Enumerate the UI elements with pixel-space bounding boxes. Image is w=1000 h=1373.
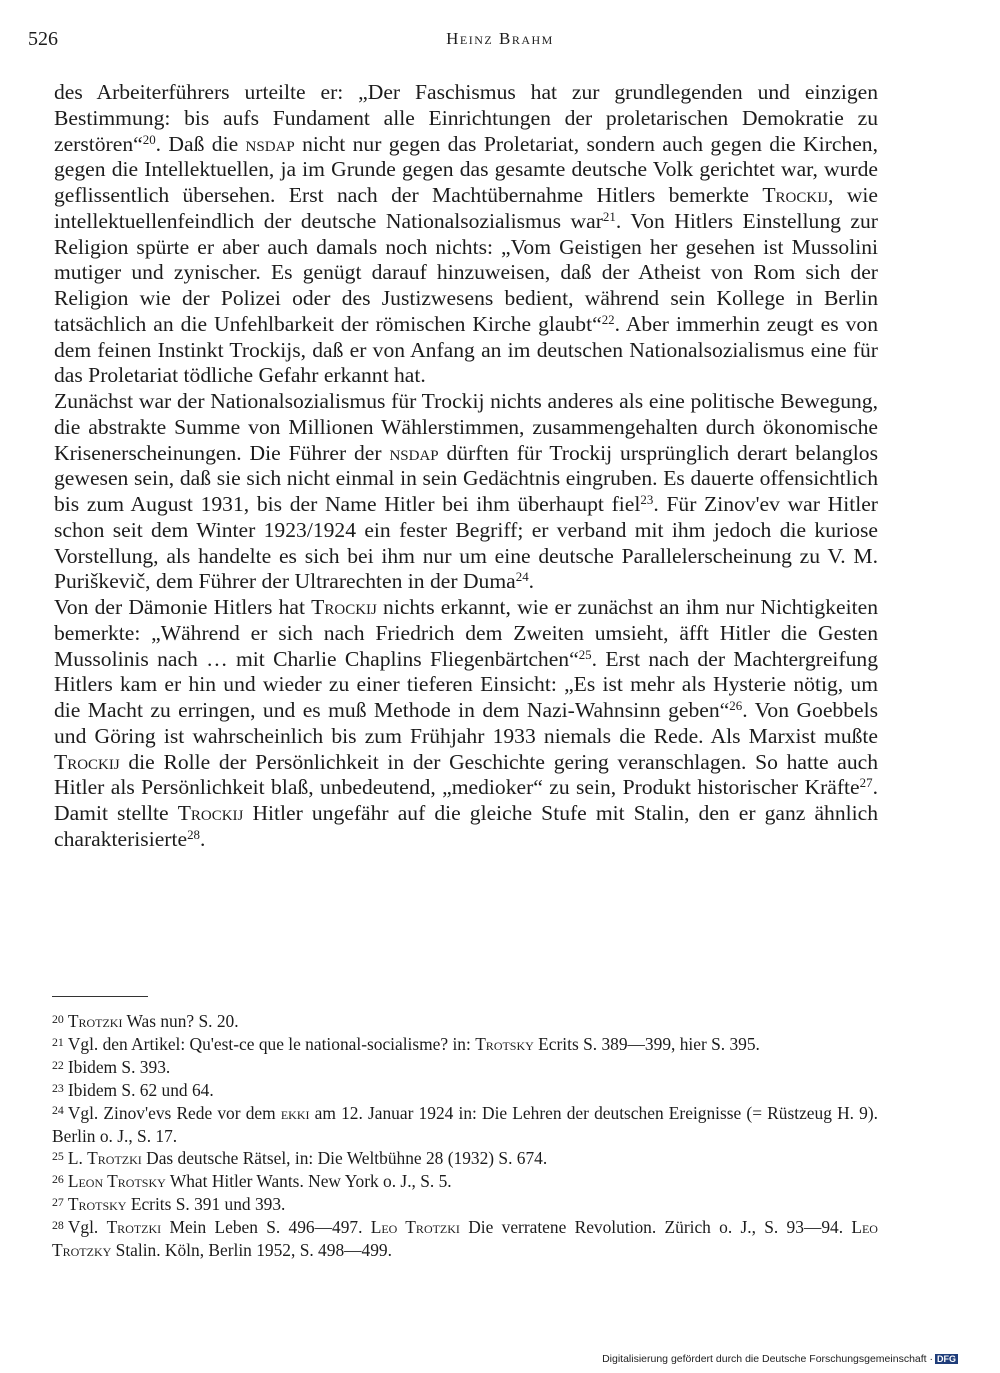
author-name: Trockij (54, 749, 120, 774)
author-name: Trotsky (67, 1194, 127, 1215)
footnote-24 (52, 1102, 878, 1148)
footnote-text: Vgl. (67, 1217, 107, 1238)
text-run: dürften für Trockij ursprünglich derart belanglos gewesen sein, daß sie sich nicht einmal in sein Gedächtnis eingruben. Es dauerte offensichtlich bis zum August 1931, bis der Name Hitler bei ihm überhaupt fiel (54, 440, 879, 516)
footnote-23 (52, 1079, 878, 1102)
footnotes (52, 1010, 878, 1262)
running-head: Heinz Brahm (446, 29, 554, 48)
footnote-21 (52, 1033, 878, 1056)
footnote-ref-25[interactable]: 25 (578, 646, 592, 662)
footnote-text: Die verratene Revolution. Zürich o. J., S. 93—94. (459, 1217, 852, 1238)
footnote-26 (52, 1170, 878, 1193)
text-run: Von der Dämonie Hitlers hat (54, 595, 312, 619)
footnote-text: Ibidem S. 62 und 64. (67, 1079, 214, 1100)
text-run: . Für Zinov'ev war Hitler schon seit dem Winter 1923/1924 ein fester Begriff; er verband mit ihm jedoch die kuriose Vorstellung, als handelte es sich bei ihm nur um eine deutsche Parallelerscheinung zu V. M. Puriškevič, dem Führer der Ultrarechten in der Duma (54, 492, 878, 594)
text-run: die Rolle der Persönlichkeit in der Geschichte gering veranschlagen. So hatte auch Hitler als Persönlichkeit blaß, unbedeutend, „medioker“ zu sein, Produkt historischer Kräfte (54, 749, 878, 800)
text-run: Hitler ungefähr auf die gleiche Stufe mit Stalin, den er ganz ähnlich charakterisierte (54, 801, 879, 851)
text-run: des Arbeiterführers urteilte er: „Der Faschismus hat zur grundlegenden und einzigen Bestimmung: bis aufs Fundament alle Einrichtungen der proletarischen Demokratie zu zerstören“ (54, 80, 878, 156)
author-name: Leon Trotsky (67, 1171, 166, 1192)
footnote-text: What Hitler Wants. New York o. J., S. 5. (165, 1171, 452, 1192)
footnote-text: Vgl. den Artikel: Qu'est-ce que le national-socialisme? in: (67, 1033, 476, 1054)
footnote-ref-23[interactable]: 23 (640, 491, 654, 507)
footnote-text: Mein Leben S. 496—497. (161, 1217, 371, 1238)
footnote-25 (52, 1147, 878, 1170)
text-run: nichts erkannt, wie er zunächst an ihm nur Nichtigkeiten bemerkte: „Während er sich nach Friedrich dem Zweiten umsieht, äfft Hitler die Gesten Mussolinis nach … mit Charlie Chaplins Fliegenbärtchen“ (54, 595, 878, 671)
author-name: Trotzki (106, 1217, 162, 1238)
footnote-number: 20 (52, 1011, 64, 1026)
author-name: Trotsky (475, 1033, 534, 1054)
footnote-ref-21[interactable]: 21 (602, 208, 616, 224)
footnote-ref-20[interactable]: 20 (142, 131, 156, 147)
text-run: . Von Hitlers Einstellung zur Religion spürte er aber auch damals noch nichts: „Vom Geistigen her gesehen ist Mussolini mutiger und zynischer. Es genügt darauf hinzuweisen, daß der Atheist von Rom sich der Religion wie der Polizei oder des Justizwesens bedient, während sein Kollege in Berlin tatsächlich an die Unfehlbarkeit der römischen Kirche glaubt“ (54, 208, 878, 336)
abbreviation: nsdap (389, 440, 439, 465)
footnote-27 (52, 1193, 878, 1216)
author-name: Trockij (762, 183, 829, 207)
text-run: . Damit stellte (54, 775, 878, 825)
text-run: . Daß die (155, 131, 246, 156)
abbreviation: nsdap (245, 131, 295, 156)
footnote-number: 21 (52, 1034, 64, 1049)
dfg-logo-icon: DFG (937, 1354, 956, 1364)
author-name: Leo Trotzki (370, 1217, 460, 1238)
footnote-number: 27 (52, 1195, 64, 1210)
author-name: Leo Trotzky (52, 1217, 878, 1261)
text-run: . (200, 826, 206, 851)
footnote-ref-22[interactable]: 22 (601, 311, 615, 327)
author-name: Trockij (177, 801, 244, 825)
footnote-number: 23 (52, 1080, 64, 1095)
footnote-text: Ibidem S. 393. (67, 1056, 171, 1077)
footnote-ref-26[interactable]: 26 (729, 697, 743, 713)
page-number: 526 (28, 28, 58, 50)
footnote-text: Ecrits S. 389—399, hier S. 395. (533, 1033, 760, 1054)
footnote-text: am 12. Januar 1924 in: Die Lehren der deutschen Ereignisse (= Rüstzeug H. 9). Berlin o. J., S. 17. (52, 1102, 878, 1146)
footnote-ref-24[interactable]: 24 (515, 569, 529, 585)
digitization-note (602, 1353, 958, 1365)
footnote-number: 28 (52, 1218, 64, 1233)
footnote-28 (52, 1216, 878, 1262)
text-run: . Von Goebbels und Göring ist wahrscheinlich bis zum Frühjahr 1933 niemals die Rede. Als Marxist mußte (54, 698, 878, 748)
paragraph-3 (54, 595, 878, 853)
footnote-text: Vgl. Zinov'evs Rede vor dem (67, 1102, 281, 1123)
footnote-ref-28[interactable]: 28 (187, 826, 201, 842)
body-text (54, 80, 878, 853)
digitization-text: Digitalisierung gefördert durch die Deutsche Forschungsgemeinschaft · (602, 1353, 933, 1365)
footnote-text: Das deutsche Rätsel, in: Die Weltbühne 28 (1932) S. 674. (141, 1148, 548, 1169)
text-run: . (528, 569, 535, 594)
text-run: . Erst nach der Machtergreifung Hitlers kam er hin und wieder zu einer tieferen Einsicht: „Es ist mehr als Hysterie nötig, um die Macht zu erringen, und es muß Methode in dem Nazi-Wahnsinn geben“ (54, 646, 878, 722)
paragraph-1 (54, 80, 878, 389)
footnote-separator (52, 996, 148, 997)
author-name: Trotzki (87, 1148, 142, 1169)
abbreviation: ekki (280, 1102, 310, 1123)
paragraph-2 (54, 389, 878, 595)
text-run: , wie intellektuellenfeindlich der deutsche Nationalsozialismus war (54, 183, 878, 233)
footnote-number: 25 (52, 1149, 64, 1164)
footnote-20 (52, 1010, 878, 1033)
footnote-number: 22 (52, 1057, 64, 1072)
author-name: Trockij (311, 595, 377, 619)
author-name: Trotzki (67, 1011, 123, 1031)
footnote-22 (52, 1056, 878, 1079)
footnote-number: 26 (52, 1172, 64, 1187)
text-run: Zunächst war der Nationalsozialismus für Trockij nichts anderes als eine politische Bewegung, die abstrakte Summe von Millionen Wählerstimmen, zusammengehalten durch ökonomische Krisenerscheinungen. Die Führer der (54, 389, 878, 465)
footnote-number: 24 (52, 1103, 64, 1118)
text-run: nicht nur gegen das Proletariat, sondern auch gegen die Kirchen, gegen die Intellektuellen, ja im Grunde gegen das gesamte deutsche Volk gerichtet war, wurde geflissentlich übersehen. Erst nach der Machtübernahme Hitlers bemerkte (54, 131, 878, 207)
text-run: . Aber immerhin zeugt es von dem feinen Instinkt Trockijs, daß er von Anfang an im deutschen Nationalsozialismus eine für das Proletariat tödliche Gefahr erkannt hat. (54, 311, 878, 388)
footnote-ref-27[interactable]: 27 (859, 775, 873, 791)
footnote-text: L. (67, 1148, 88, 1169)
footnote-text: Ecrits S. 391 und 393. (126, 1194, 286, 1215)
footnote-text: Stalin. Köln, Berlin 1952, S. 498—499. (111, 1240, 392, 1261)
footnote-text: Was nun? S. 20. (122, 1011, 239, 1031)
